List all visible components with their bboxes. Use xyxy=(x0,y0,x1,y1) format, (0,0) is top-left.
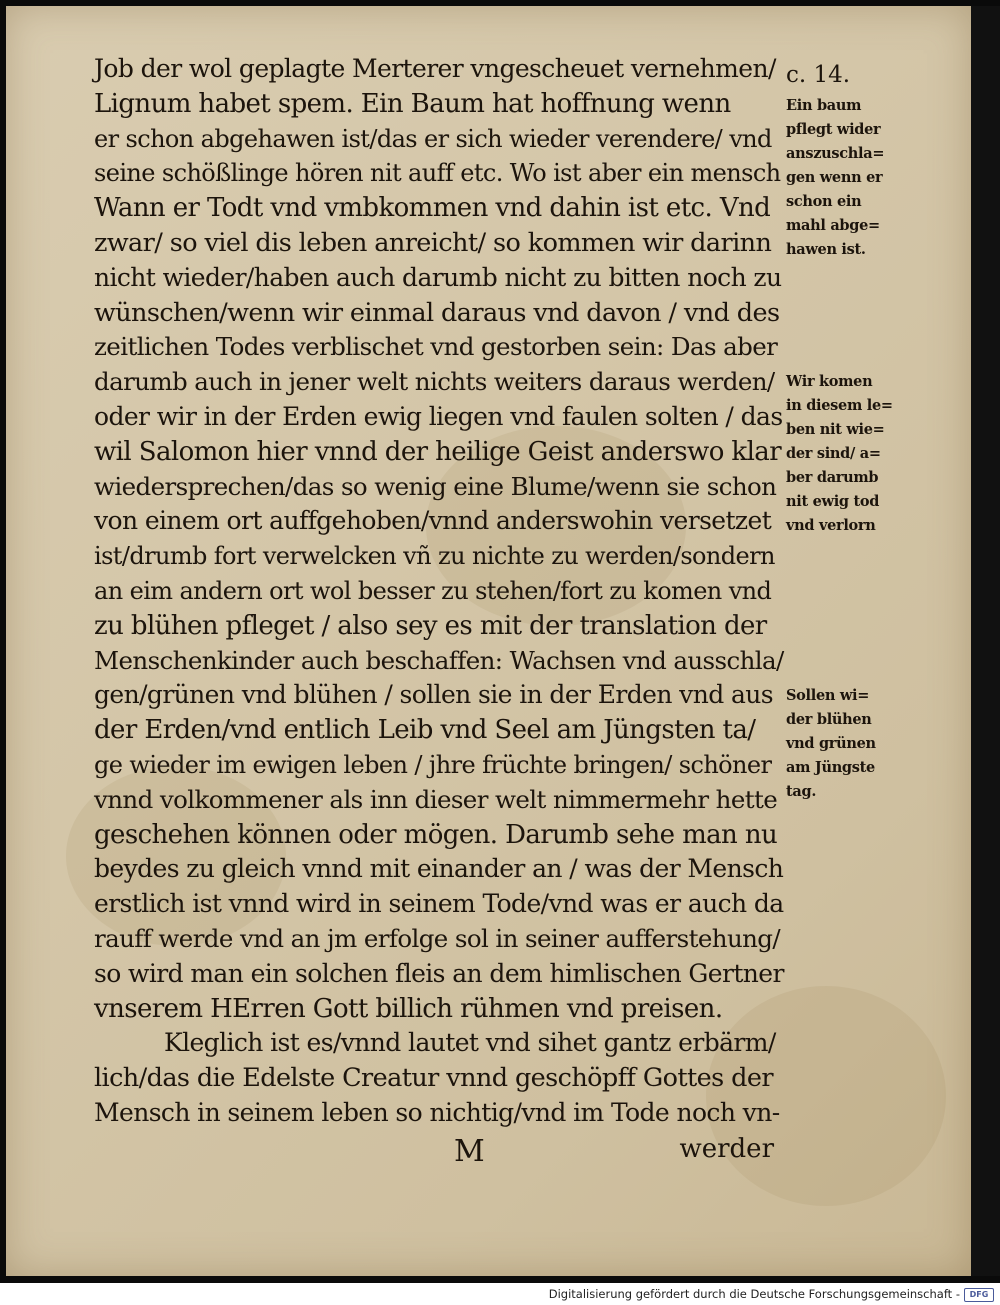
text-line: Lignum habet spem. Ein Baum hat hoffnung wenn xyxy=(94,88,731,119)
text-line: Menschenkinder auch beschaffen: Wachsen vnd ausschla/ xyxy=(94,645,784,675)
margin-note-line: nit ewig tod xyxy=(786,493,880,510)
margin-note-line: der sind/ a= xyxy=(786,445,881,462)
text-line: geschehen können oder mögen. Darumb sehe man nu xyxy=(94,819,778,850)
page-footer-line xyxy=(94,1134,774,1170)
text-line-paragraph-start: Kleglich ist es/vnnd lautet vnd sihet gantz erbärm/ xyxy=(164,1028,776,1058)
margin-note-line: ben nit wie= xyxy=(786,421,885,438)
signature-mark: M xyxy=(454,1134,485,1169)
margin-note-line: gen wenn er xyxy=(786,169,883,186)
margin-note-line: Wir komen xyxy=(786,373,873,390)
catchword: werder xyxy=(679,1134,774,1164)
text-line: an eim andern ort wol besser zu stehen/fort zu komen vnd xyxy=(94,576,772,605)
margin-note-line: am Jüngste xyxy=(786,759,875,776)
digitization-footer xyxy=(0,1283,1000,1305)
dfg-logo: DFG xyxy=(964,1288,994,1302)
text-line: vnserem HErren Gott billich rühmen vnd preisen. xyxy=(94,993,723,1024)
text-line: seine schößlinge hören nit auff etc. Wo ist aber ein mensch xyxy=(94,159,781,188)
text-line: gen/grünen vnd blühen / sollen sie in der Erden vnd aus xyxy=(94,680,773,710)
book-page xyxy=(6,6,971,1276)
scan-edge xyxy=(971,6,1000,1276)
margin-note xyxy=(786,370,971,538)
text-line: zeitlichen Todes verblischet vnd gestorben sein: Das aber xyxy=(94,332,778,362)
text-line: erstlich ist vnnd wird in seinem Tode/vnd was er auch da xyxy=(94,889,784,919)
margin-note-line: anszuschla= xyxy=(786,145,885,162)
margin-note-line: in diesem le= xyxy=(786,397,893,414)
text-line: ge wieder im ewigen leben / jhre früchte bringen/ schöner xyxy=(94,750,772,779)
margin-note-line: hawen ist. xyxy=(786,241,866,258)
text-line: der Erden/vnd entlich Leib vnd Seel am Jüngsten ta/ xyxy=(94,715,756,746)
text-line: vnnd volkommener als inn dieser welt nimmermehr hette xyxy=(94,784,778,814)
text-line: rauff werde vnd an jm erfolge sol in seiner aufferstehung/ xyxy=(94,923,781,953)
margin-note-line: schon ein xyxy=(786,193,862,210)
margin-note-line: vnd grünen xyxy=(786,735,876,752)
margin-note-line: ber darumb xyxy=(786,469,879,486)
text-line: nicht wieder/haben auch darumb nicht zu bitten noch zu xyxy=(94,262,782,292)
margin-note xyxy=(786,94,971,262)
text-line: oder wir in der Erden ewig liegen vnd faulen solten / das xyxy=(94,401,783,431)
text-line: Mensch in seinem leben so nichtig/vnd im Tode noch vn- xyxy=(94,1097,780,1127)
margin-note-line: tag. xyxy=(786,783,817,800)
margin-note-line: mahl abge= xyxy=(786,217,880,234)
margin-note-line: pflegt wider xyxy=(786,121,881,138)
text-line: Job der wol geplagte Merterer vngescheuet vernehmen/ xyxy=(94,54,776,83)
text-line: er schon abgehawen ist/das er sich wieder verendere/ vnd xyxy=(94,124,772,153)
text-line: darumb auch in jener welt nichts weiters daraus werden/ xyxy=(94,367,775,397)
margin-note xyxy=(786,684,971,804)
text-line: lich/das die Edelste Creatur vnnd geschöpff Gottes der xyxy=(94,1063,773,1094)
margin-note-line: der blühen xyxy=(786,711,872,728)
margin-note-line: Ein baum xyxy=(786,97,862,114)
text-line: so wird man ein solchen fleis an dem himlischen Gertner xyxy=(94,958,784,988)
text-line: Wann er Todt vnd vmbkommen vnd dahin ist etc. Vnd xyxy=(94,193,771,224)
text-line: beydes zu gleich vnnd mit einander an / was der Mensch xyxy=(94,854,784,884)
text-line: zwar/ so viel dis leben anreicht/ so kommen wir darinn xyxy=(94,227,772,258)
funding-credit: Digitalisierung gefördert durch die Deutsche Forschungsgemeinschaft - xyxy=(548,1287,960,1301)
margin-note-line: Sollen wi= xyxy=(786,687,870,704)
text-line: von einem ort auffgehoben/vnnd anderswohin versetzet xyxy=(94,506,772,536)
text-line: wiedersprechen/das so wenig eine Blume/wenn sie schon xyxy=(94,471,777,501)
text-line: wil Salomon hier vnnd der heilige Geist anderswo klar xyxy=(94,436,782,467)
chapter-reference: c. 14. xyxy=(786,62,851,88)
text-line: wünschen/wenn wir einmal daraus vnd davon / vnd des xyxy=(94,297,780,328)
text-line: zu blühen pfleget / also sey es mit der translation der xyxy=(94,610,767,641)
main-text-block xyxy=(94,52,784,1131)
text-line: ist/drumb fort verwelcken vñ zu nichte zu werden/sondern xyxy=(94,542,775,571)
margin-note-line: vnd verlorn xyxy=(786,517,876,534)
